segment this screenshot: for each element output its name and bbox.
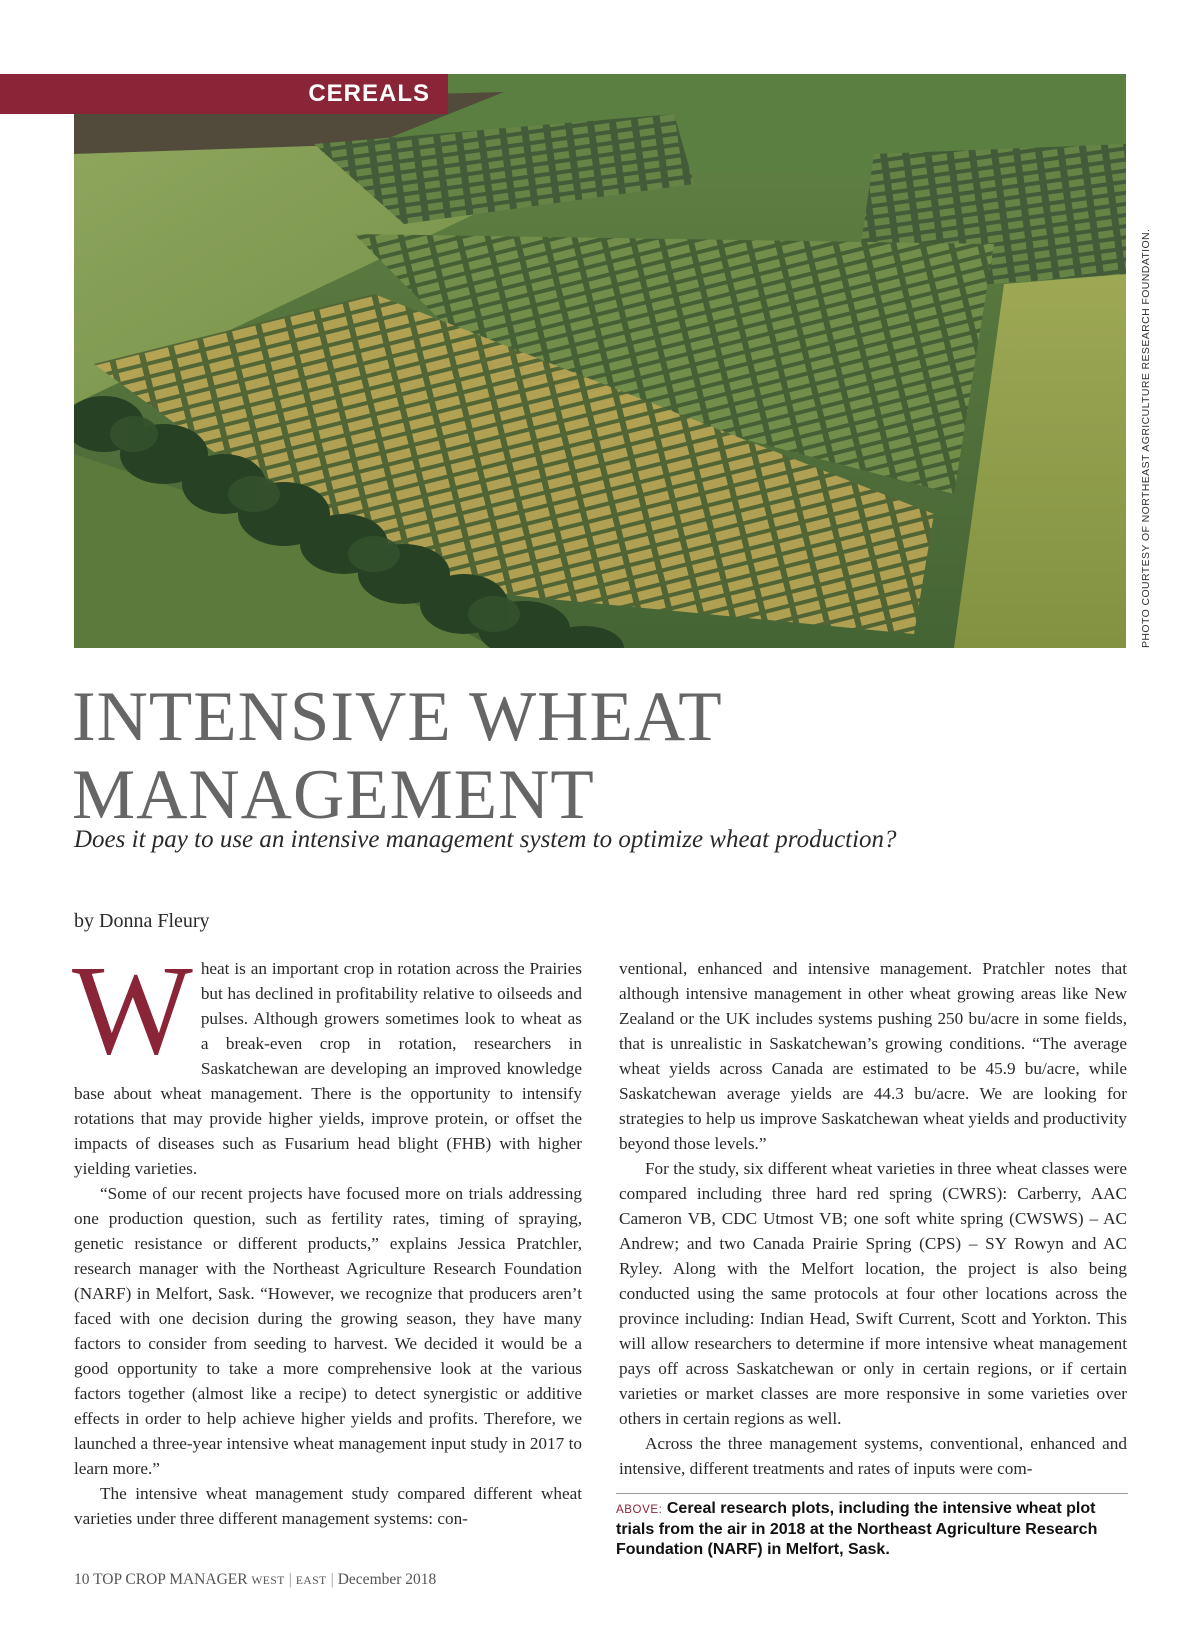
aerial-photo <box>74 74 1126 648</box>
article-deck: Does it pay to use an intensive management system to optimize wheat production? <box>74 826 897 853</box>
edition-west: WEST <box>251 1575 285 1587</box>
footer-divider: | <box>288 1571 292 1588</box>
page-footer <box>74 1571 436 1589</box>
body-column-right <box>619 956 1127 1481</box>
aerial-photo-image <box>74 74 1126 648</box>
photo-caption <box>616 1493 1128 1560</box>
paragraph: ventional, enhanced and intensive management. Pratchler notes that although intensive management in other wheat growing areas like New Zealand or the UK includes systems pushing 250 bu/acre in some fields, that is unrealistic in Saskatchewan’s growing conditions. “The average wheat yields across Canada are estimated to be 45.9 bu/acre, while Saskatchewan average yields are 44.3 bu/acre. We are looking for strategies to help us improve Saskatchewan wheat yields and productivity beyond those levels.” <box>619 959 1127 1153</box>
title-line-1: INTENSIVE WHEAT <box>72 678 723 756</box>
body-column-left <box>72 939 582 1531</box>
title-line-2: MANAGEMENT <box>72 756 595 834</box>
paragraph: The intensive wheat management study compared different wheat varieties under three different management systems: con- <box>74 1484 582 1528</box>
paragraph: For the study, six different wheat varieties in three wheat classes were compared including three hard red spring (CWRS): Carberry, AAC Cameron VB, CDC Utmost VB; one soft white spring (CWSWS) – AC Andrew; and two Canada Prairie Spring (CPS) – SY Rowyn and AC Ryley. Along with the Melfort location, the project is also being conducted using the same protocols at four other locations across the province including: Indian Head, Swift Current, Scott and Yorkton. This will allow researchers to determine if more intensive wheat management pays off across Saskatchewan or only in certain regions, or if certain varieties or market classes are more responsive in some varieties over others in certain regions as well. <box>619 1159 1127 1428</box>
paragraph <box>72 939 582 1181</box>
photo-credit: PHOTO COURTESY OF NORTHEAST AGRICULTURE RESEARCH FOUNDATION. <box>1140 228 1152 648</box>
page-number: 10 <box>74 1571 90 1588</box>
paragraph-text: heat is an important crop in rotation across the Prairies but has declined in profitability relative to oilseeds and pulses. Although growers sometimes look to wheat as a break-even crop in rotation, researchers in Saskatchewan are developing an improved knowledge base about wheat management. There is the opportunity to intensify rotations that may provide higher yields, improve protein, or offset the impacts of diseases such as Fusarium head blight (FHB) with higher yielding varieties. <box>74 959 582 1178</box>
byline: by Donna Fleury <box>74 910 210 932</box>
caption-text: Cereal research plots, including the intensive wheat plot trials from the air in 2018 at the Northeast Agriculture Research Foundation (NARF) in Melfort, Sask. <box>616 1500 1098 1558</box>
paragraph: “Some of our recent projects have focused more on trials addressing one production question, such as fertility rates, timing of spraying, genetic resistance or different products,” explains Jessica Pratchler, research manager with the Northeast Agriculture Research Foundation (NARF) in Melfort, Sask. “However, we recognize that producers aren’t faced with one decision during the growing season, they have many factors to consider from seeding to harvest. We decided it would be a good opportunity to take a more comprehensive look at the various factors together (almost like a recipe) to detect synergistic or additive effects in order to help achieve higher yields and profits. Therefore, we launched a three-year intensive wheat management input study in 2017 to learn more.” <box>74 1184 582 1478</box>
edition-east: EAST <box>295 1575 327 1587</box>
footer-divider: | <box>330 1571 334 1588</box>
section-tag <box>0 74 448 114</box>
section-label: CEREALS <box>308 80 430 107</box>
article-title <box>72 678 972 834</box>
paragraph: Across the three management systems, conventional, enhanced and intensive, different treatments and rates of inputs were com- <box>619 1434 1127 1478</box>
drop-cap: W <box>72 939 193 1081</box>
publication-name: TOP CROP MANAGER <box>93 1571 248 1588</box>
issue-date: December 2018 <box>337 1571 437 1588</box>
caption-label: ABOVE: <box>616 1504 663 1516</box>
